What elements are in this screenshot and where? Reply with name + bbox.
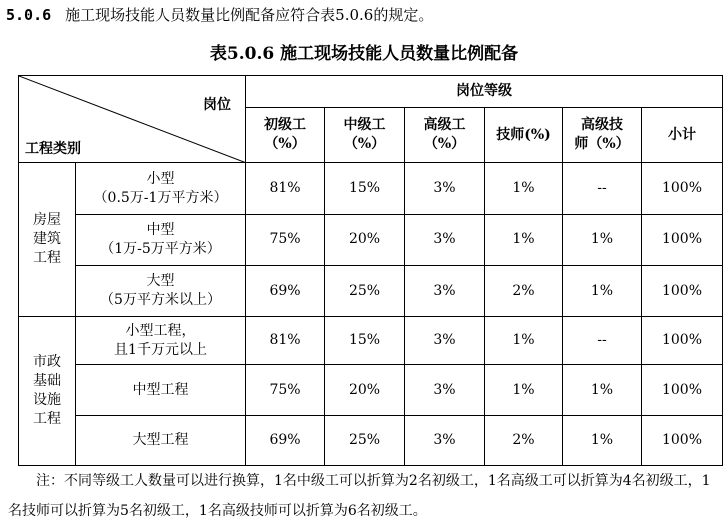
value-cell: 75% — [246, 365, 325, 415]
row-type-cell: 中型 （1万-5万平方米） — [76, 214, 246, 265]
value-cell: 100% — [642, 365, 723, 415]
col-header-technician: 技师(%) — [485, 108, 563, 163]
col-header-senior: 高级工 （%） — [405, 108, 485, 163]
value-cell: 100% — [642, 163, 723, 214]
clause-number: 5.0.6 — [6, 6, 52, 24]
row-type-cell: 小型工程， 且1千万元以上 — [76, 317, 246, 365]
value-cell: 69% — [246, 415, 325, 465]
value-cell: 75% — [246, 214, 325, 265]
group-name-building: 房屋 建筑 工程 — [19, 163, 76, 317]
value-cell: 3% — [405, 163, 485, 214]
value-cell: 20% — [325, 214, 405, 265]
table-note: 注：不同等级工人数量可以进行换算，1名中级工可以折算为2名初级工，1名高级工可以折算为4名初级工，1名技师可以折算为5名初级工，1名高级技师可以折算为6名初级工。 — [8, 473, 711, 519]
value-cell: 1% — [485, 317, 563, 365]
clause-text: 施工现场技能人员数量比例配备应符合表5.0.6的规定。 — [65, 6, 434, 24]
value-cell: 1% — [563, 365, 642, 415]
value-cell: 100% — [642, 415, 723, 465]
table-row — [19, 214, 723, 265]
value-cell: -- — [563, 163, 642, 214]
table-row — [19, 265, 723, 316]
value-cell: 100% — [642, 265, 723, 316]
value-cell: 1% — [563, 415, 642, 465]
col-header-subtotal: 小计 — [642, 108, 723, 163]
corner-header-cell — [19, 76, 246, 163]
value-cell: 15% — [325, 317, 405, 365]
value-cell: 81% — [246, 317, 325, 365]
row-type-cell: 小型 （0.5万-1万平方米） — [76, 163, 246, 214]
corner-label-position: 岗位 — [203, 97, 231, 113]
table-row — [19, 365, 723, 415]
value-cell: 25% — [325, 265, 405, 316]
value-cell: 25% — [325, 415, 405, 465]
col-header-intermediate: 中级工 （%） — [325, 108, 405, 163]
col-header-senior-technician: 高级技 师（%） — [563, 108, 642, 163]
value-cell: 1% — [485, 214, 563, 265]
value-cell: 1% — [563, 214, 642, 265]
table-row — [19, 317, 723, 365]
value-cell: 3% — [405, 415, 485, 465]
value-cell: 15% — [325, 163, 405, 214]
value-cell: 3% — [405, 214, 485, 265]
value-cell: 3% — [405, 265, 485, 316]
value-cell: 3% — [405, 317, 485, 365]
row-type-cell: 大型工程 — [76, 415, 246, 465]
value-cell: 20% — [325, 365, 405, 415]
value-cell: 1% — [485, 365, 563, 415]
value-cell: 100% — [642, 317, 723, 365]
value-cell: 1% — [563, 265, 642, 316]
value-cell: 1% — [485, 163, 563, 214]
value-cell: 2% — [485, 415, 563, 465]
ratio-table — [18, 75, 723, 466]
table-row — [19, 163, 723, 214]
clause-line — [6, 4, 433, 25]
value-cell: 100% — [642, 214, 723, 265]
value-cell: 3% — [405, 365, 485, 415]
row-type-cell: 中型工程 — [76, 365, 246, 415]
value-cell: 2% — [485, 265, 563, 316]
row-type-cell: 大型 （5万平方米以上） — [76, 265, 246, 316]
table-row — [19, 415, 723, 465]
table-caption: 表5.0.6 施工现场技能人员数量比例配备 — [209, 44, 519, 64]
value-cell: -- — [563, 317, 642, 365]
col-header-junior: 初级工 （%） — [246, 108, 325, 163]
group-name-municipal: 市政 基础 设施 工程 — [19, 317, 76, 466]
group-header-position-level: 岗位等级 — [246, 76, 723, 108]
value-cell: 69% — [246, 265, 325, 316]
value-cell: 81% — [246, 163, 325, 214]
corner-label-category: 工程类别 — [25, 140, 81, 157]
